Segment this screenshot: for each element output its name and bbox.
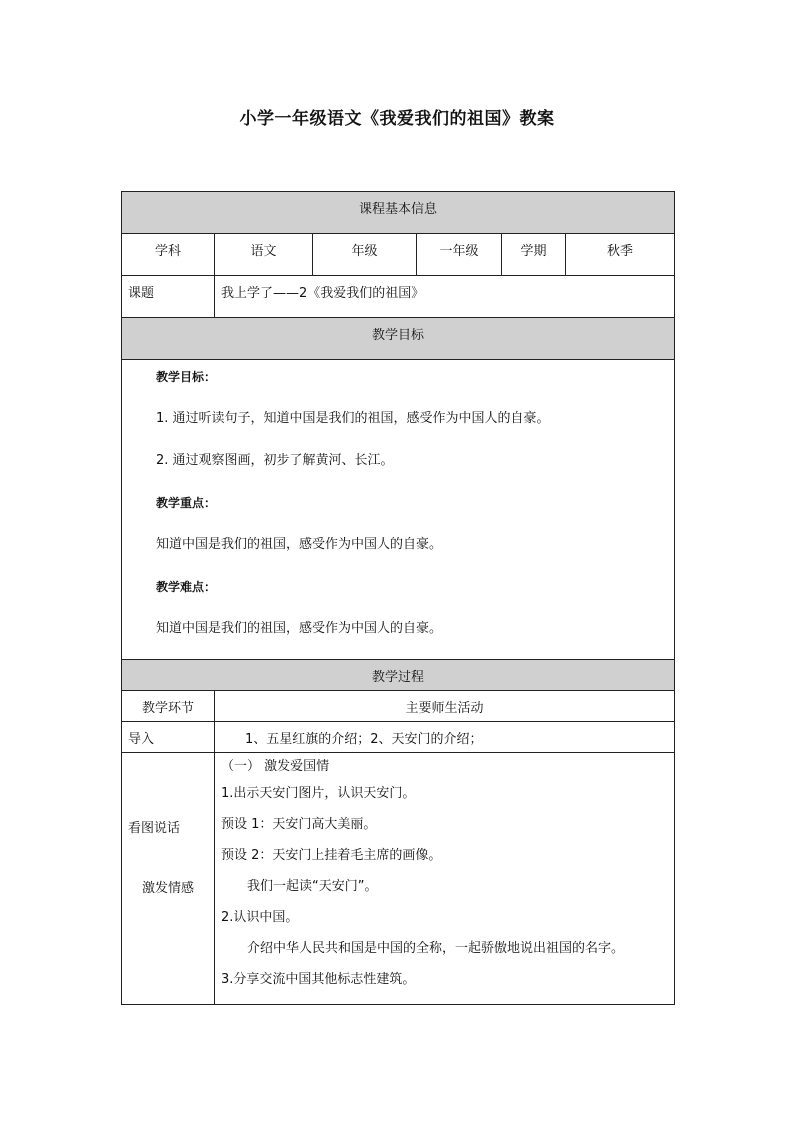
topic-row [122, 276, 675, 318]
col-activity-header: 主要师生活动 [215, 691, 675, 722]
grade-value: 一年级 [417, 234, 502, 276]
col-stage-header: 教学环节 [122, 691, 215, 722]
term-value: 秋季 [566, 234, 675, 276]
difficulties-heading: 教学难点： [156, 580, 217, 594]
activity-line: 2.认识中国。 [221, 910, 299, 925]
activity-line: 3.分享交流中国其他标志性建筑。 [221, 972, 416, 987]
activity-line: 介绍中华人民共和国是中国的全称，一起骄傲地说出祖国的名字。 [247, 941, 625, 956]
difficulties-text: 知道中国是我们的祖国，感受作为中国人的自豪。 [156, 621, 443, 636]
goals-content [122, 360, 675, 660]
grade-label: 年级 [313, 234, 417, 276]
activity-line: （一） 激发爱国情 [221, 759, 330, 774]
intro-activity: 1、五星红旗的介绍；2、天安门的介绍； [215, 722, 675, 753]
process-header-row [122, 691, 675, 722]
stage2-name-line1: 看图说话 [128, 821, 181, 836]
objectives-heading: 教学目标： [156, 370, 217, 384]
goals-row [122, 360, 675, 660]
stage2-stage [122, 753, 215, 1005]
subject-value: 语文 [215, 234, 313, 276]
section-goals [122, 318, 675, 360]
topic-value: 我上学了——2《我爱我们的祖国》 [215, 276, 675, 318]
section-title-goals: 教学目标 [122, 318, 675, 360]
key-points-text: 知道中国是我们的祖国，感受作为中国人的自豪。 [156, 537, 443, 552]
activity-line: 预设 1：天安门高大美丽。 [221, 817, 377, 832]
key-points-heading: 教学重点： [156, 496, 217, 510]
activity-line: 我们一起读“天安门”。 [247, 879, 378, 894]
document-title: 小学一年级语文《我爱我们的祖国》教案 [239, 109, 555, 129]
intro-stage: 导入 [122, 722, 215, 753]
objective-item: 2. 通过观察图画，初步了解黄河、长江。 [156, 453, 394, 468]
stage2-row [122, 753, 675, 1005]
objective-item: 1. 通过听读句子，知道中国是我们的祖国，感受作为中国人的自豪。 [156, 411, 550, 426]
activity-line: 预设 2：天安门上挂着毛主席的画像。 [221, 848, 442, 863]
section-title-basic-info: 课程基本信息 [122, 192, 675, 234]
lesson-plan-table [121, 191, 675, 1005]
subject-label: 学科 [122, 234, 215, 276]
section-process [122, 660, 675, 691]
intro-row [122, 722, 675, 753]
stage2-activities [215, 753, 675, 1005]
activity-line: 1.出示天安门图片，认识天安门。 [221, 786, 416, 801]
section-title-process: 教学过程 [122, 660, 675, 691]
topic-label: 课题 [122, 276, 215, 318]
info-row [122, 234, 675, 276]
term-label: 学期 [502, 234, 566, 276]
stage2-name-line2: 激发情感 [142, 881, 195, 896]
section-basic-info [122, 192, 675, 234]
